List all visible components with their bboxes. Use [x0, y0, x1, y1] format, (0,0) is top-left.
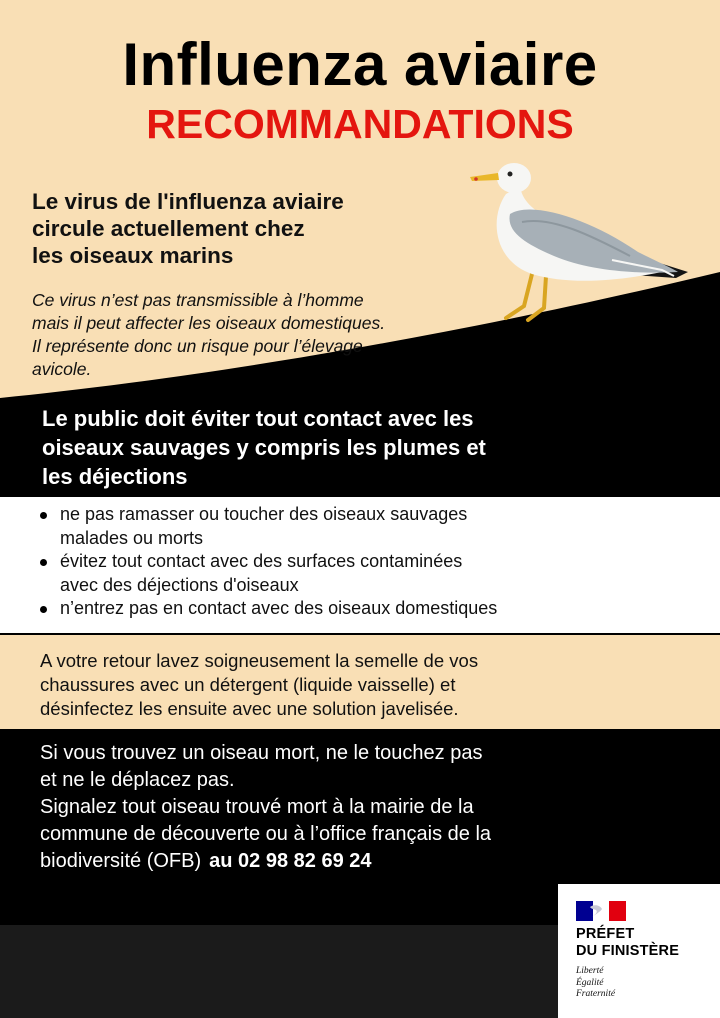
virus-heading-line: circule actuellement chez [32, 216, 305, 241]
virus-heading-line: Le virus de l'influenza aviaire [32, 189, 344, 214]
motto-line: Liberté [576, 966, 604, 976]
prefet-name-line: PRÉFET [576, 926, 635, 942]
republic-motto [576, 966, 696, 1001]
dead-bird-line: commune de découverte ou à l’office français de la [40, 823, 492, 845]
list-item-line: malades ou morts [60, 527, 204, 548]
dead-bird-line [40, 848, 710, 875]
list-item-line: avec des déjections d'oiseaux [60, 574, 299, 595]
virus-text-line: Ce virus n’est pas transmissible à l’homme [32, 290, 364, 310]
wash-text-line: désinfectez les ensuite avec une solution javelisée. [40, 698, 459, 719]
list-item [38, 550, 698, 597]
list-item-line: n’entrez pas en contact avec des oiseaux domestiques [60, 598, 498, 618]
marianne-flag-icon [576, 901, 626, 921]
virus-text-line: Il représente donc un risque pour l’élevage [32, 336, 363, 356]
bullet-icon [40, 512, 47, 519]
ofb-label: biodiversité (OFB) [40, 850, 202, 872]
prefet-logo-block [558, 884, 720, 1018]
dead-bird-text [40, 740, 710, 875]
virus-text [32, 289, 532, 381]
page-title: Influenza aviaire [122, 31, 598, 98]
virus-text-line: avicole. [32, 359, 92, 379]
bullet-icon [40, 559, 47, 566]
bullet-icon [40, 606, 47, 613]
public-heading-line: les déjections [42, 464, 188, 489]
virus-heading [32, 188, 492, 269]
motto-line: Égalité [576, 977, 604, 988]
dead-bird-line: et ne le déplacez pas. [40, 769, 235, 791]
virus-heading-line: les oiseaux marins [32, 243, 234, 268]
list-item-line: ne pas ramasser ou toucher des oiseaux sauvages [60, 504, 468, 524]
seagull-icon [462, 156, 694, 326]
wash-text-line: A votre retour lavez soigneusement la semelle de vos [40, 650, 479, 671]
wash-text-line: chaussures avec un détergent (liquide vaisselle) et [40, 674, 456, 695]
wash-section [0, 635, 720, 729]
recommendations-list [38, 503, 698, 621]
public-heading-line: Le public doit éviter tout contact avec les [42, 406, 474, 431]
recommendations-section [0, 497, 720, 631]
prefet-name [576, 926, 718, 960]
prefet-name-line: DU FINISTÈRE [576, 943, 680, 959]
ofb-phone-number[interactable]: au 02 98 82 69 24 [209, 850, 372, 872]
public-warning-heading [42, 404, 682, 491]
list-item [38, 503, 698, 550]
public-heading-line: oiseaux sauvages y compris les plumes et [42, 435, 486, 460]
dead-bird-line: Signalez tout oiseau trouvé mort à la mairie de la [40, 796, 474, 818]
virus-text-line: mais il peut affecter les oiseaux domestiques. [32, 313, 386, 333]
dead-bird-line: Si vous trouvez un oiseau mort, ne le touchez pas [40, 742, 483, 764]
page-subtitle: RECOMMANDATIONS [146, 101, 574, 147]
list-item [38, 597, 698, 621]
list-item-line: évitez tout contact avec des surfaces contaminées [60, 551, 463, 571]
wash-text [40, 649, 710, 721]
motto-line: Fraternité [576, 989, 616, 999]
